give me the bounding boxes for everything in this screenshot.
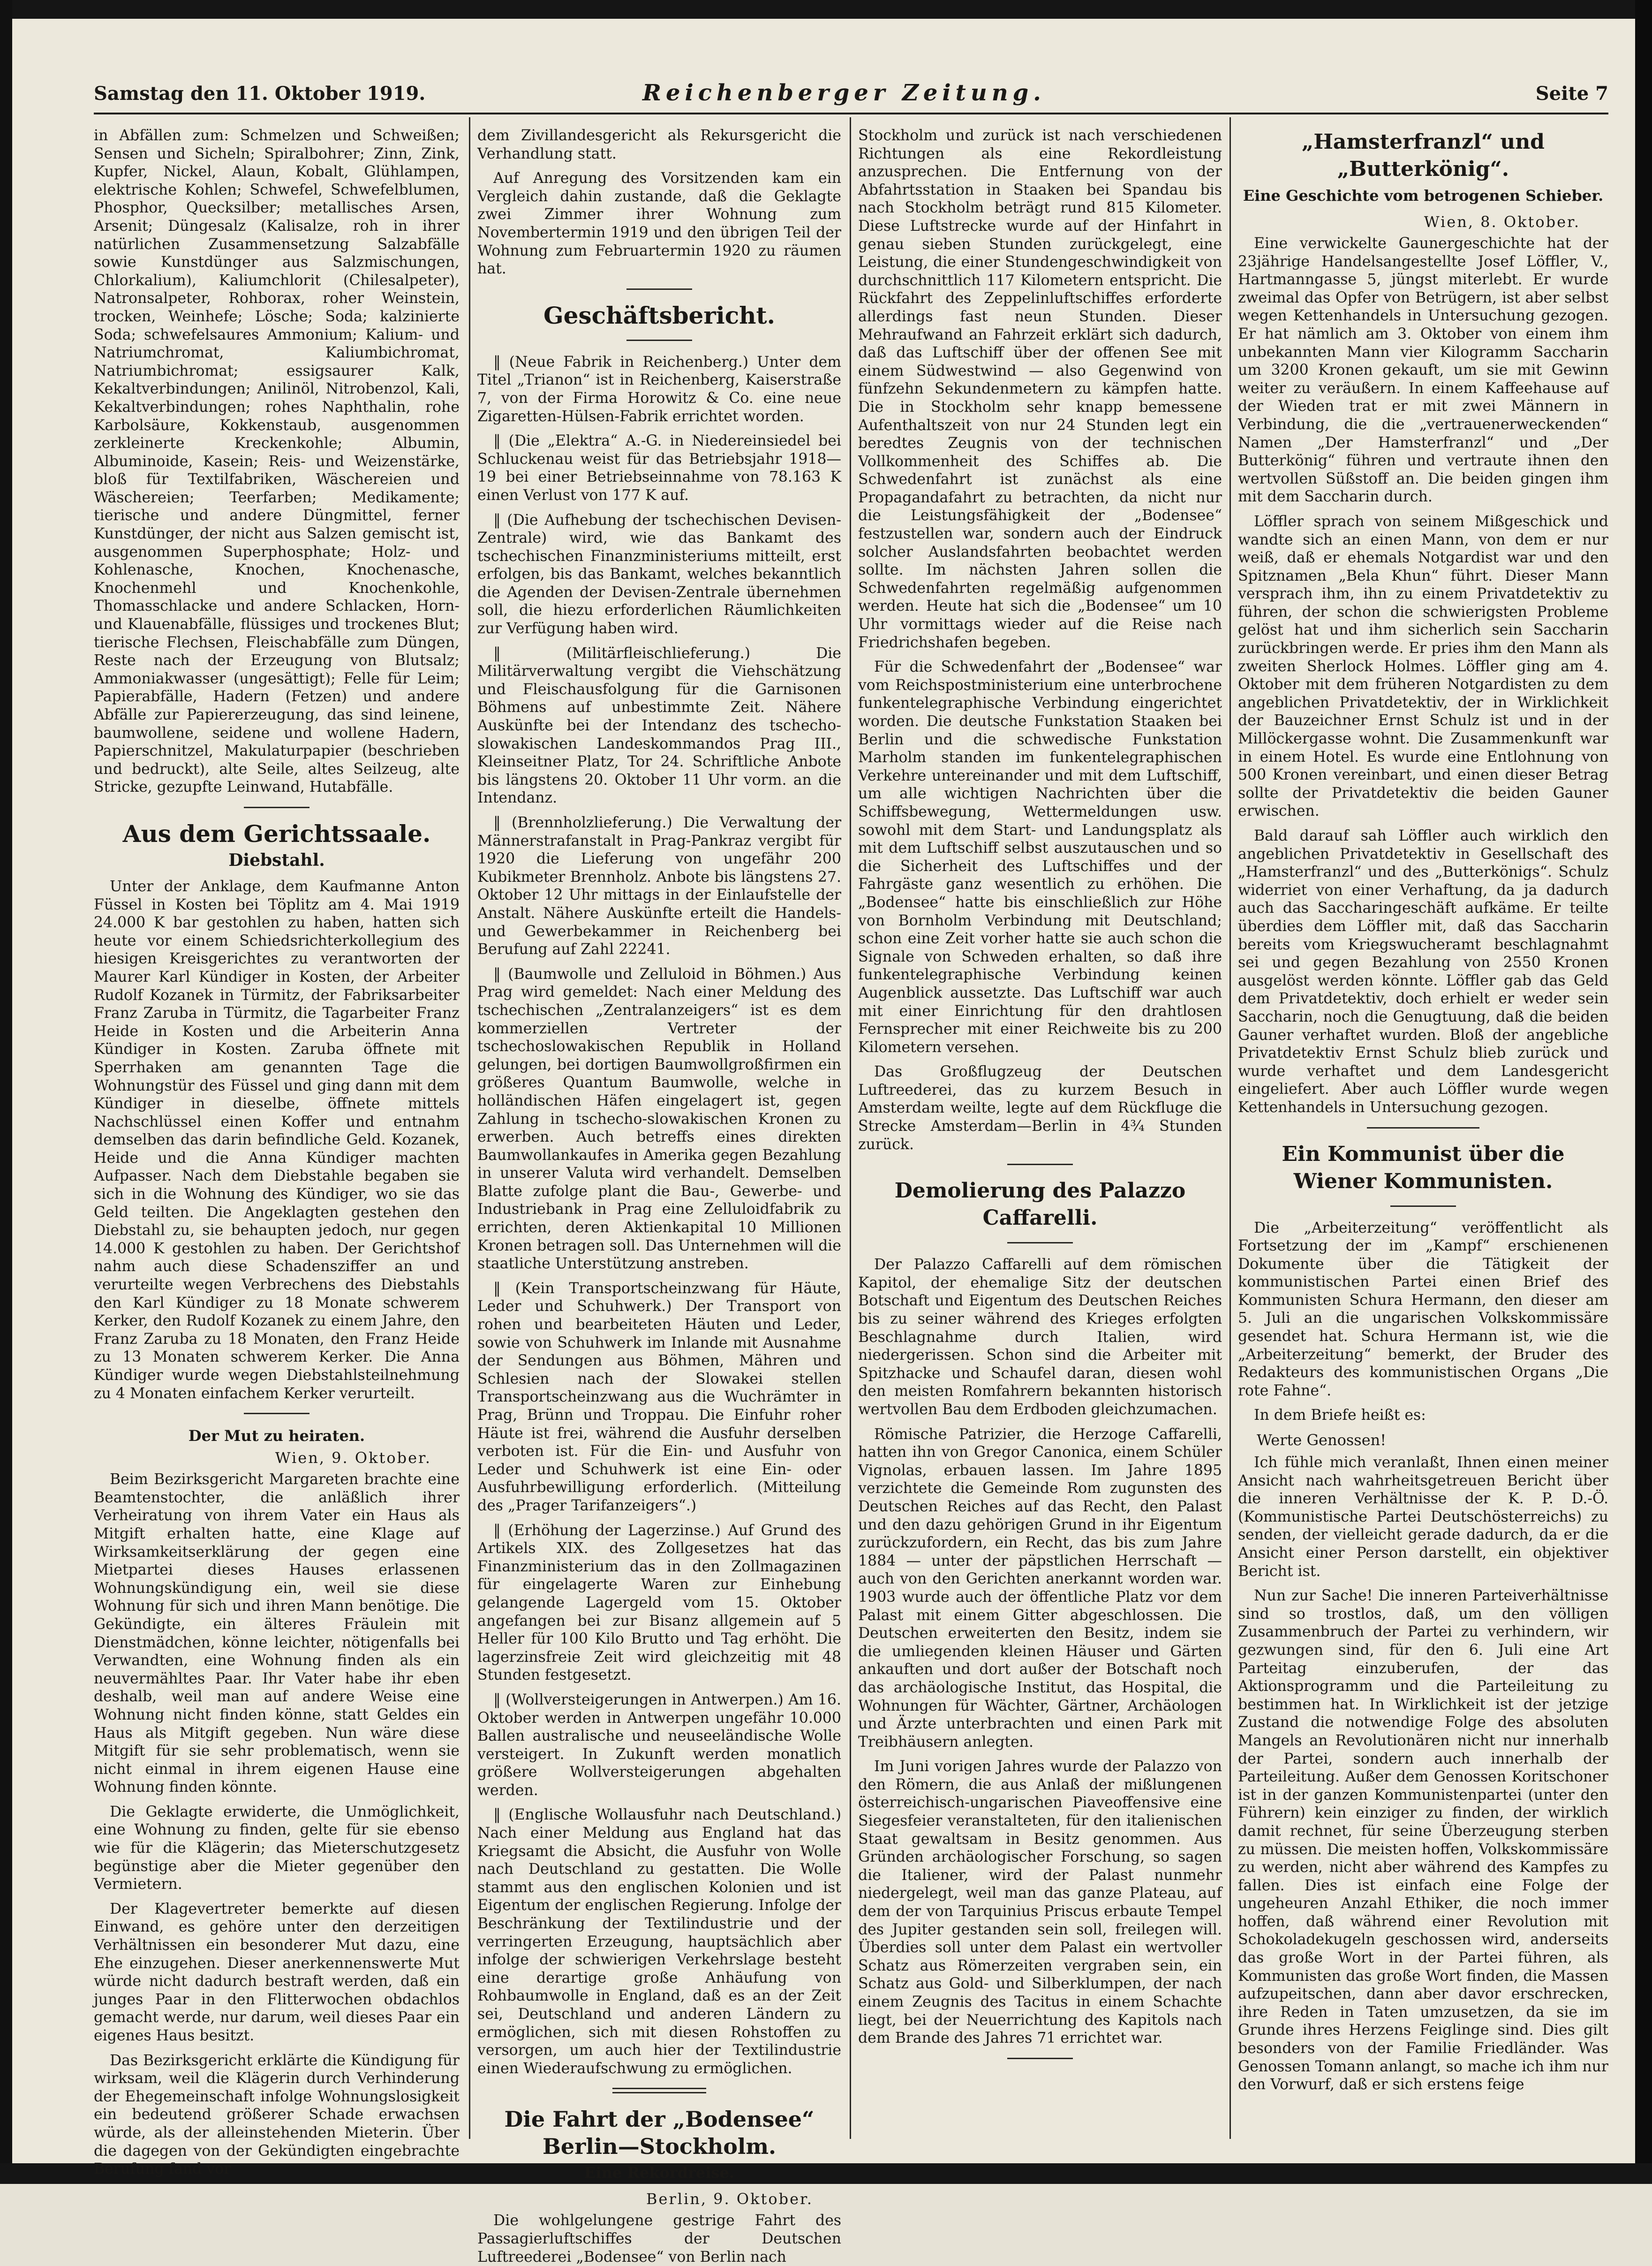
issue-date: Samstag den 11. Oktober 1919. xyxy=(94,83,426,105)
business-note: ‖ (Die Aufhebung der tschechischen Devisen-Zentrale) wird, wie das Bankamt des tschechischen Finanzministeriums mitteilt, erst erfolgen, bis das Bankamt, welches bekanntlich die Agenden der Devisen-Zentrale übernehmen soll, die hiezu erforderlichen Räumlichkeiten zur Verfügung haben wird. xyxy=(477,511,841,637)
business-note: ‖ (Wollversteigerungen in Antwerpen.) Am 16. Oktober werden in Antwerpen ungefähr 10.000 Ballen australische und neuseeländische Wolle versteigert. In Zukunft werden monatlich größere Wollversteigerungen abgehalten werden. xyxy=(477,1691,841,1799)
dateline: Berlin, 9. Oktober. xyxy=(646,2190,813,2208)
separator xyxy=(244,1413,309,1414)
separator xyxy=(612,2088,706,2093)
separator xyxy=(1007,2058,1073,2059)
business-note: ‖ (Baumwolle und Zelluloid in Böhmen.) Aus Prag wird gemeldet: Nach einer Meldung des tschechischen „Zentralanzeigers“ ist es dem kommerziellen Vertreter der tschechoslowakischen Republik in Holland gelungen, bei dortigen Baumwollgroßfirmen ein größeres Quantum Baumwolle, welche in holländischen Häfen eingelagert ist, gegen Zahlung in tschecho-slowakischen Kronen zu erwerben. Auch betreffs eines direkten Baumwollankaufes in Amerika gegen Bezahlung in unserer Valuta wird verhandelt. Demselben Blatte zufolge plant die Bau-, Gewerbe- und Industriebank in Prag eine Zelluloidfabrik zu errichten, deren Aktienkapital 10 Millionen Kronen betragen soll. Das Unternehmen will die staatliche Unterstützung anstreben. xyxy=(477,965,841,1273)
page-number: Seite 7 xyxy=(1535,83,1608,105)
dateline: Wien, 8. Oktober. xyxy=(1424,213,1580,231)
separator xyxy=(1007,1164,1073,1165)
newspaper-title: Reichenberger Zeitung. xyxy=(642,80,1046,106)
paragraph: Stockholm und zurück ist nach verschiedenen Richtungen als eine Rekordleistung anzusprechen. Die Entfernung von der Abfahrtsstation in Staaken bei Spandau bis nach Stockholm beträgt rund 815 Kilometer. Diese Luftstrecke wurde auf der Hinfahrt in genau sieben Stunden zurückgelegt, eine Leistung, die einer Stundengeschwindigkeit von durchschnittlich 117 Kilometern entspricht. Die Rückfahrt des Zeppelinluftschiffes erforderte allerdings fast neun Stunden. Dieser Mehraufwand an Fahrzeit erklärt sich dadurch, daß das Luftschiff über der offenen See mit einem Südwestwind — also Gegenwind von fünfzehn Sekundenmetern zu kämpfen hatte. Die in Stockholm sehr knapp bemessene Aufenthaltszeit von nur 24 Stunden legt ein beredtes Zeugnis von der technischen Vollkommenheit des Schiffes ab. Die Schwedenfahrt ist zunächst als eine Propagandafahrt zu betrachten, da nicht nur die Leistungsfähigkeit der „Bodensee“ festzustellen war, sondern auch der Eindruck solcher Auslandsfahrten beobachtet werden sollte. Im nächsten Jahren sollen die Schwedenfahrten regelmäßig aufgenommen werden. Heute hat sich die „Bodensee“ um 10 Uhr vormittags wieder auf die Reise nach Friedrichshafen begeben. xyxy=(858,127,1222,651)
article-title: Demolierung des Palazzo Caffarelli. xyxy=(894,1179,1186,1230)
business-note: ‖ (Brennholzlieferung.) Die Verwaltung der Männerstrafanstalt in Prag-Pankraz vergibt für 1920 die Lieferung von ungefähr 200 Kubikmeter Brennholz. Anbote bis längstens 27. Oktober 12 Uhr mittags in der Einlaufstelle der Anstalt. Nähere Auskünfte erteilt die Handels- und Gewerbekammer in Reichenberg bei Berufung auf Zahl 22241. xyxy=(477,814,841,958)
business-note: ‖ (Erhöhung der Lagerzinse.) Auf Grund des Artikels XIX. des Zollgesetzes hat das Finanzministerium das in den Zollmagazinen für eingelagerte Waren zur Einhebung gelangende Lagergeld vom 15. Oktober angefangen bei zur Bisanz allgemein auf 5 Heller für 100 Kilo Brutto und Tag erhöht. Die lagerzinsfreie Zeit wird gleichzeitig mit 48 Stunden festgesetzt. xyxy=(477,1522,841,1684)
paragraph: in Abfällen zum: Schmelzen und Schweißen; Sensen und Sicheln; Spiralbohrer; Zinn, Zink, Kupfer, Nickel, Alaun, Kobalt, Glühlampen, elektrische Kohlen; Schwefel, Schwefelblumen, Phosphor, Quecksilber; metallisches Arsen, Arsenit; Düngesalz (Kalisalze, roh in ihrer natürlichen Zusammensetzung Salzabfälle sowie Kunstdünger aus Salzmischungen, Chlorkalium), Kaliumchlorit (Chilesalpeter), Natronsalpeter, Rohborax, roher Weinstein, trocken, Weinhefe; Lösche; Soda; kalzinierte Soda; schwefelsaures Ammonium; Kalium- und Natriumchromat, Kaliumbichromat, Natriumbichromat; essigsaurer Kalk, Kekaltverbindungen; Anilinöl, Nitrobenzol, Kali, Kekaltverbindungen; rohes Naphthalin, rohe Karbolsäure, Kokkenstaub, ausgenommen zerkleinerte Kreckenkohle; Albumin, Albuminoide, Kasein; Reis- und Weizenstärke, bloß für Textilfabriken, Wäschereien und Wäschereien; Teerfarben; Medikamente; tierische und andere Düngmittel, ferner Kunstdünger, der nicht aus Salzen gemischt ist, ausgenommen Superphosphate; Holz- und Kohlenasche, Knochen, Knochenasche, Knochenmehl und Knochenkohle, Thomasschlacke und andere Schlacken, Horn- und Klauenabfälle, flüssiges und trockenes Blut; tierische Flechsen, Fleischabfälle zum Düngen, Reste nach der Erzeugung von Blutsalz; Ammoniakwasser (ungesättigt); Felle für Leim; Papierabfälle, Hadern (Fetzen) und andere Abfälle zur Papiererzeugung, das sind leinene, baumwollene, seidene und wollene Hadern, Papierschnitzel, Makulaturpapier (beschrieben und bedruckt), alte Seile, altes Seilzeug, alte Stricke, gezupfte Leinwand, Hutabfälle. xyxy=(94,127,460,796)
paragraph: Die „Arbeiterzeitung“ veröffentlicht als Fortsetzung der im „Kampf“ erschienenen Dokumente über die Tätigkeit der kommunistischen Partei einen Brief des Kommunisten Schura Hermann, den dieser am 5. Juli an die ungarischen Volkskommissäre gesendet hat. Schura Hermann ist, wie die „Arbeiterzeitung“ bemerkt, der Bruder des Redakteurs des kommunistischen Organs „Die rote Fahne“. xyxy=(1238,1219,1608,1399)
separator xyxy=(626,288,692,290)
separator xyxy=(1367,1127,1479,1129)
paragraph: Das Bezirksgericht erklärte die Kündigung für wirksam, weil die Klägerin durch Verhinderung der Ehegemeinschaft infolge Wohnungslosigkeit ein bedeutend größerer Schade erwachsen würde, als der alleinstehenden Mieterin. Über die dagegen von der Gekündigten eingebrachte Berufung fand vor xyxy=(94,2052,460,2178)
paragraph: In dem Briefe heißt es: xyxy=(1254,1407,1426,1424)
paragraph: Beim Bezirksgericht Margareten brachte eine Beamtenstochter, die anläßlich ihrer Verheiratung von ihrem Vater ein Haus als Mitgift erhalten hatte, eine Klage auf Wirksamkeitserklärung der gegen eine Mietpartei dieses Hauses erlassenen Wohnungskündigung ein, weil sie diese Wohnung für sich und ihren Mann benötige. Die Gekündigte, ein älteres Fräulein mit Dienstmädchen, könne leichter, nötigenfalls bei Verwandten, eine Wohnung finden als ein neuvermähltes Paar. Ihr Vater habe ihr eben deshalb, weil man auf andere Weise eine Wohnung nicht finden könne, statt Geldes ein Haus als Mitgift gegeben. Nun wäre diese Mitgift für sie sehr problematisch, wenn sie nicht einmal in ihrem eigenen Hause eine Wohnung finden könnte. xyxy=(94,1471,460,1796)
column-rule xyxy=(850,117,851,2139)
paragraph: dem Zivillandesgericht als Rekursgericht die Verhandlung statt. xyxy=(477,127,841,162)
section-heading: Aus dem Gerichtssaale. xyxy=(122,819,431,848)
dateline: Wien, 9. Oktober. xyxy=(275,1449,431,1467)
scan-border-left xyxy=(0,0,12,2184)
column-4 xyxy=(1238,127,1608,2134)
article-subtitle: Eine Geschichte vom betrogenen Schieber. xyxy=(1243,187,1604,205)
paragraph: Unter der Anklage, dem Kaufmanne Anton Füssel in Kosten bei Töplitz am 4. Mai 1919 24.000 K bar gestohlen zu haben, hatten sich heute vor einem Schiedsrichterkollegium des hiesigen Kreisgerichtes zu verantworten der Maurer Karl Kündiger in Kosten, der Arbeiter Rudolf Kozanek in Türmitz, der Fabriksarbeiter Franz Zaruba in Türmitz, die Tagarbeiter Franz Heide in Kosten und die Arbeiterin Anna Kündiger in Kosten. Zaruba öffnete mit Sperrhaken am genannten Tage die Wohnungstür des Füssel und ging dann mit dem Kündiger in dieselbe, öffnete mittels Nachschlüssel einen Koffer und entnahm demselben das darin befindliche Geld. Kozanek, Heide und die Anna Kündiger machten Aufpasser. Nach dem Diebstahle begaben sie sich in die Wohnung des Kündiger, wo sie das Geld teilten. Die Angeklagten gestehen den Diebstahl zu, sie behaupten jedoch, nur gegen 14.000 K gestohlen zu haben. Der Gerichtshof nahm auch diese Schadensziffer an und verurteilte wegen Verbrechens des Diebstahls den Karl Kündiger zu 18 Monate schwerem Kerker, den Rudolf Kozanek zu einem Jahre, den Franz Zaruba zu 18 Monaten, den Franz Heide zu 13 Monaten schwerem Kerker. Die Anna Kündiger wurde wegen Diebstahlsteilnehmung zu 4 Monaten einfachem Kerker verurteilt. xyxy=(94,878,460,1402)
paragraph: Die Geklagte erwiderte, die Unmöglichkeit, eine Wohnung zu finden, gelte für sie ebenso wie für die Klägerin; das Mieterschutzgesetz begünstige aber die Mieter gegenüber den Vermietern. xyxy=(94,1803,460,1893)
business-note: ‖ (Militärfleischlieferung.) Die Militärverwaltung vergibt die Viehschätzung und Fleischausfolgung für die Garnisonen Böhmens auf unbestimmte Zeit. Nähere Auskünfte bei der Intendanz des tschecho-slowakischen Landeskommandos Prag III., Kleinseitner Platz, Tor 24. Schriftliche Anbote bis längstens 20. Oktober 11 Uhr vorm. an die Intendanz. xyxy=(477,644,841,807)
paragraph: Im Juni vorigen Jahres wurde der Palazzo von den Römern, die aus Anlaß der mißlungenen österreichisch-ungarischen Piaveoffensive eine Siegesfeier veranstalteten, für den italienischen Staat gewaltsam in Besitz genommen. Aus Gründen archäologischer Forschung, so sagen die Italiener, wird der Palast nunmehr niedergelegt, weil man das ganze Plateau, auf dem der von Tarquinius Priscus erbaute Tempel des Jupiter gestanden sein soll, freilegen will. Überdies soll unter dem Palast ein wertvoller Schatz aus Römerzeiten vergraben sein, ein Schatz aus Gold- und Silberklumpen, der nach einem Zeugnis des Tacitus in einem Schachte liegt, bei der Neuerrichtung des Kapitols nach dem Brande des Jahres 71 errichtet war. xyxy=(858,1758,1222,2047)
paragraph: Das Großflugzeug der Deutschen Luftreederei, das zu kurzem Besuch in Amsterdam weilte, legte auf dem Rückfluge die Strecke Amsterdam—Berlin in 4¾ Stunden zurück. xyxy=(858,1063,1222,1153)
separator xyxy=(1007,1242,1073,1243)
separator xyxy=(1390,1205,1456,1207)
paragraph: Auf Anregung des Vorsitzenden kam ein Vergleich dahin zustande, daß die Geklagte zwei Zimmer ihrer Wohnung zum Novembertermin 1919 und den übrigen Teil der Wohnung zum Februartermin 1920 zu räumen hat. xyxy=(477,170,841,278)
column-rule xyxy=(1230,117,1231,2139)
separator xyxy=(626,340,692,341)
article-title: Ein Kommunist über die Wiener Kommunisten. xyxy=(1282,1142,1565,1193)
business-note: ‖ (Neue Fabrik in Reichenberg.) Unter dem Titel „Trianon“ ist in Reichenberg, Kaiserstraße 7, von der Firma Horowitz & Co. eine neue Zigaretten-Hülsen-Fabrik errichtet worden. xyxy=(477,353,841,425)
business-note: ‖ (Englische Wollausfuhr nach Deutschland.) Nach einer Meldung aus England hat das Kriegsamt die Absicht, die Ausfuhr von Wolle nach Deutschland zu gestatten. Die Wolle stammt aus den englischen Kolonien und ist Eigentum der englischen Regierung. Infolge der Beschränkung der Textilindustrie und der verringerten Erzeugung, hauptsächlich aber infolge der schwierigen Verkehrslage besteht eine derartige große Anhäufung von Rohbaumwolle in England, daß es an der Zeit sei, Deutschland und anderen Ländern zu ermöglichen, sich mit diesen Rohstoffen zu versorgen, um auch hier der Textilindustrie einen Wiederaufschwung zu ermöglichen. xyxy=(477,1806,841,2077)
column-2 xyxy=(477,127,841,2266)
article-title: „Hamsterfranzl“ und „Butterkönig“. xyxy=(1302,130,1545,181)
masthead xyxy=(94,80,1608,114)
paragraph: Eine verwickelte Gaunergeschichte hat der 23jährige Handelsangestellte Josef Löffler, V., Hartmanngasse 5, jüngst miterlebt. Er wurde zweimal das Opfer von Betrügern, ist aber selbst wegen Kettenhandels in Untersuchung gezogen. Er hat nämlich am 3. Oktober von einem ihm unbekannten Mann vier Kilogramm Saccharin um 3200 Kronen gekauft, um sie mit Gewinn weiter zu veräußern. In einem Kaffeehause auf der Wieden trat er mit zwei Männern in Verbindung, die die „vertrauenerweckenden“ Namen „Der Hamsterfranzl“ und „Der Butterkönig“ führen und vertraute ihnen den wertvollen Süßstoff an. Die beiden gingen ihm mit dem Saccharin durch. xyxy=(1238,235,1608,506)
paragraph: Der Palazzo Caffarelli auf dem römischen Kapitol, der ehemalige Sitz der deutschen Botschaft und Eigentum des Deutschen Reiches bis zu seiner während des Krieges erfolgten Beschlagnahme durch Italien, wird niedergerissen. Schon sind die Arbeiter mit Spitzhacke und Schaufel daran, diesen wohl den meisten Romfahrern bekannten historisch wertvollen Bau dem Erdboden gleichzumachen. xyxy=(858,1256,1222,1418)
paragraph: Bald darauf sah Löffler auch wirklich den angeblichen Privatdetektiv in Gesellschaft des „Hamsterfranzl“ und des „Butterkönigs“. Schulz widerriet von einer Verhaftung, da ja dadurch auch das Saccharingeschäft aufkäme. Er teilte überdies dem Löffler mit, daß das Saccharin bereits vom Kriegswucheramt beschlagnahmt sei und gegen Bezahlung von 2550 Kronen ausgelöst werden könnte. Löffler gab das Geld dem Privatdetektiv, doch erhielt er weder sein Saccharin, noch die Genugtuung, daß die beiden Gauner verhaftet wurden. Bloß der angebliche Privatdetektiv Ernst Schulz blieb zurück und wurde verhaftet und dem Landesgericht eingeliefert. Aber auch Löffler wurde wegen Kettenhandels in Untersuchung gezogen. xyxy=(1238,827,1608,1116)
paragraph: Der Klagevertreter bemerkte auf diesen Einwand, es gehöre unter den derzeitigen Verhältnissen ein besonderer Mut dazu, eine Ehe einzugehen. Dieser anerkennenswerte Mut würde nicht dadurch bestraft werden, daß ein junges Paar in den Flitterwochen obdachlos gemacht werde, nur darum, weil dieses Paar ein eigenes Haus besitzt. xyxy=(94,1900,460,2044)
paragraph: Löffler sprach von seinem Mißgeschick und wandte sich an einen Mann, von dem er nur weiß, daß er ehemals Notgardist war und den Spitznamen „Bela Khun“ führt. Dieser Mann versprach ihm, ihn zu einem Privatdetektiv zu führen, der schon die schwierigsten Probleme gelöst hat und ihm sicherlich sein Saccharin zurückbringen werde. Er pries ihm den Mann als zweiten Sherlock Holmes. Löffler ging am 4. Oktober mit dem früheren Notgardisten zu dem angeblichen Privatdetektiv, der in Wirklichkeit der Bauzeichner Ernst Schulz ist und in der Millöckergasse wohnt. Die Zusammenkunft war in einem Hotel. Es wurde eine Entlohnung von 500 Kronen vereinbart, und einen dieser Betrag sollte der Privatdetektiv die beiden Gauner erwischen. xyxy=(1238,513,1608,820)
business-note: ‖ (Kein Transportscheinzwang für Häute, Leder und Schuhwerk.) Der Transport von rohen und bearbeiteten Häuten und Leder, sowie von Schuhwerk im Inlande mit Ausnahme der Sendungen aus Böhmen, Mähren und Schlesien nach der Slowakei stellen Transportscheinzwang aus die Wuchrämter in Prag, Brünn und Troppau. Die Einfuhr roher Häute ist frei, während die Ausfuhr derselben verboten ist. Für die Ein- und Ausfuhr von Leder und Schuhwerk ist eine Ein- oder Ausfuhrbewilligung erforderlich. (Mitteilung des „Prager Tarifanzeigers“.) xyxy=(477,1280,841,1514)
paragraph: Nun zur Sache! Die inneren Parteiverhältnisse sind so trostlos, daß, um den völligen Zusammenbruch der Partei zu verhindern, wir gezwungen sind, für den 6. Juli eine Art Parteitag einzuberufen, der das Aktionsprogramm und die Parteileitung zu bestimmen hat. In Wirklichkeit ist der jetzige Zustand die notwendige Folge des absoluten Mangels an Revolutionären nicht nur innerhalb der Partei, sondern auch innerhalb der Parteileitung. Außer dem Genossen Koritschoner ist in der ganzen Kommunistenpartei (unter den Führern) kein einziger zu finden, der wirklich damit rechnet, für seine Überzeugung sterben zu müssen. Die meisten hoffen, Volkskommissäre zu werden, nicht aber während des Kampfes zu fallen. Dies ist einfach eine Folge der ungeheuren Anzahl Ethiker, die noch immer hoffen, daß während einer Revolution mit Schokoladekugeln geschossen wird, anderseits das große Wort in der Partei führen, als Kommunisten das große Wort finden, die Massen aufzupeitschen, dann aber davor erschrecken, ihre Reden in Taten umzusetzen, da sie im Grunde ihres Herzens Feiglinge sind. Dies gilt besonders von der Familie Friedländer. Was Genossen Tomann anlangt, so mache ich ihm nur den Vorwurf, daß er sich erstens feige xyxy=(1238,1587,1608,2093)
salutation: Werte Genossen! xyxy=(1257,1431,1387,1449)
business-note: ‖ (Die „Elektra“ A.-G. in Niedereinsiedel bei Schluckenau weist für das Betriebsjahr 1918—19 bei einer Betriebseinnahme von 78.163 K einen Verlust von 177 K auf. xyxy=(477,432,841,504)
paragraph: Römische Patrizier, die Herzoge Caffarelli, hatten ihn von Gregor Canonica, einem Schüler Vignolas, erbauen lassen. Im Jahre 1895 verzichtete die Gemeinde Rom zugunsten des Deutschen Reiches auf das Recht, den Palast und den dazu gehörigen Grund in ihr Eigentum zurückzufordern, ein Recht, das bis zum Jahre 1884 — unter der päpstlichen Herrschaft — auch von den Gerichten anerkannt worden war. 1903 wurde auch der öffentliche Platz vor dem Palast mit einem Gitter abgeschlossen. Die Deutschen erweiterten den Besitz, indem sie die umliegenden kleinen Häuser und Gärten ankauften und dort außer der Botschaft noch das archäologische Institut, das Hospital, die Wohnungen für Wächter, Gärtner, Archäologen und Ärzte unterbrachten und einen Park mit Treibhäusern anlegten. xyxy=(858,1425,1222,1751)
article-subtitle: Eine Rekordreise. xyxy=(584,2164,734,2182)
article-title: Die Fahrt der „Bodensee“ Berlin—Stockholm. xyxy=(504,2107,815,2160)
article-title: Diebstahl. xyxy=(228,850,325,870)
scan-border-top xyxy=(0,0,1652,19)
column-3 xyxy=(858,127,1222,2134)
paragraph: Ich fühle mich veranlaßt, Ihnen einen meiner Ansicht nach wahrheitsgetreuen Bericht über die inneren Verhältnisse der K. P. D.-Ö. (Kommunistische Partei Deutschösterreichs) zu senden, der vielleicht gerade dadurch, da er die Ansicht einer Person darstellt, ein objektiver Bericht ist. xyxy=(1238,1454,1608,1580)
separator xyxy=(244,807,309,808)
column-1 xyxy=(94,127,460,2178)
paragraph: Für die Schwedenfahrt der „Bodensee“ war vom Reichspostministerium eine unterbrochene funkentelegraphische Verbindung eingerichtet worden. Die deutsche Funkstation Staaken bei Berlin und die schwedische Funkstation Marholm standen im funkentelegraphischen Verkehre untereinander und mit dem Luftschiff, um alle wichtigen Nachrichten über die Schiffsbewegung, Wettermeldungen usw. sowohl mit dem Start- und Landungsplatz als mit dem Luftschiff selbst auszutauschen und so die Sicherheit des Luftschiffes und der Fahrgäste ganz wesentlich zu erhöhen. Die „Bodensee“ hatte bis einschließlich zur Höhe von Bornholm Verbindung mit Deutschland; schon eine Zeit vorher hatte sie auch schon die Signale von Schweden erhalten, so daß ihre funkentelegraphische Verbindung keinen Augenblick aussetzte. Das Luftschiff war auch mit einer Einrichtung für den drahtlosen Fernsprecher mit einer Reichweite bis zu 200 Kilometern versehen. xyxy=(858,659,1222,1056)
section-heading: Geschäftsbericht. xyxy=(543,301,776,329)
column-rule xyxy=(469,117,470,2139)
scan-border-right xyxy=(1635,0,1652,2184)
article-title: Der Mut zu heiraten. xyxy=(188,1427,365,1445)
paragraph: Die wohlgelungene gestrige Fahrt des Passagierluftschiffes der Deutschen Luftreederei „Bodensee“ von Berlin nach xyxy=(477,2212,841,2266)
